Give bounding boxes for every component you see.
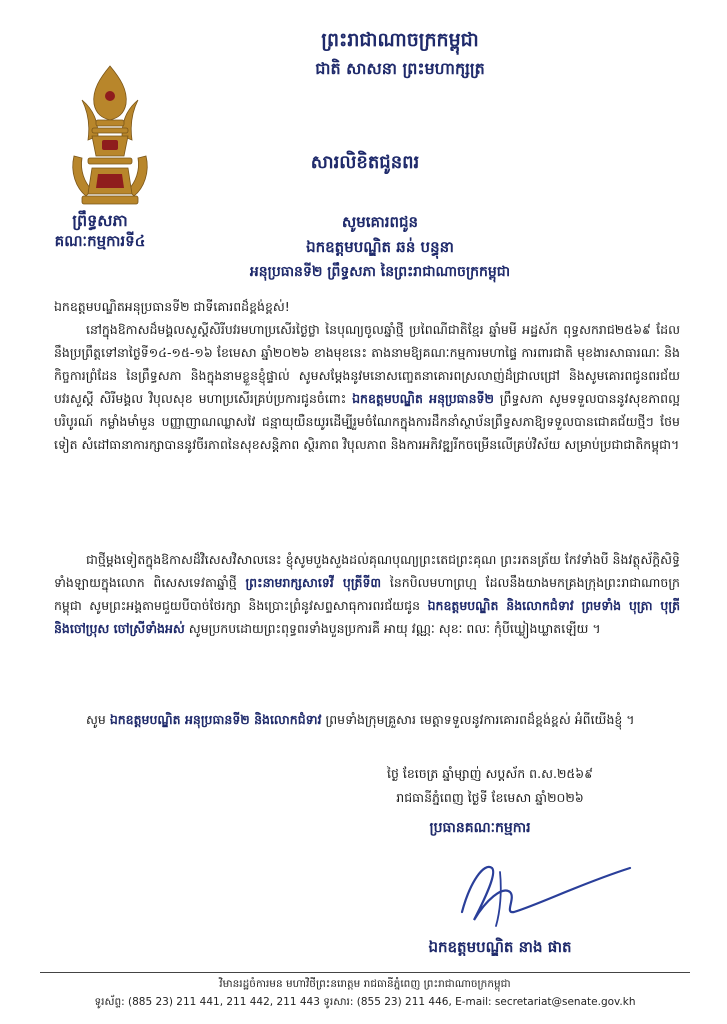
address-line-2: ឯកឧត្តមបណ្ឌិត ឆន់ បន្ធុនា: [306, 238, 454, 256]
footer-contact: ទូរស័ព្ទ: (885 23) 211 441, 211 442, 211 443 ទូរសារ: (855 23) 211 446, E-mail: secretariat@senate.gov.kh: [94, 996, 636, 1008]
footer-divider: [40, 972, 690, 973]
paragraph-1-text: នៅក្នុងឱកាសដ៏មង្គលសួស្តីសិរីបវរមហាប្រសើរថ្ងៃថ្លា នៃបុណ្យចូលឆ្នាំថ្មី ប្រពៃណីជាតិខ្មែរ ឆ្នាំមមី អដ្ឋស័ក ពុទ្ធសករាជ២៥៦៩ ដែលនឹងប្រព្រឹត្តទៅនាថ្ងៃទី១៤-១៥-១៦ ខែមេសា ឆ្នាំ២០២៦ ខាងមុខនេះ តាងនាមឱ្យគណៈកម្មការមហាផ្ទៃ ការពារជាតិ មុខងារសាធារណៈ និងកិច្ចការព្រំដែន នៃព្រឹទ្ធសភា និងក្នុងនាមខ្លួនខ្ញុំផ្ទាល់ សូមសម្តែងនូវមនោសញ្ចេតនាគោរពស្រលាញ់ដ៏ជ្រាលជ្រៅ និងសូមគោរពជូនពរជ័យ បវរសួស្តី សិរីមង្គល វិបុលសុខ មហាប្រសើរគ្រប់ប្រការជូនចំពោះ: [54, 322, 680, 406]
gregorian-date: រាជធានីភ្នំពេញ ថ្ងៃទី ខែមេសា ឆ្នាំ២០២៦: [396, 790, 584, 805]
lunar-date: ថ្ងៃ ខែចេត្រ ឆ្នាំម្សាញ់ សប្តស័ក ព.ស.២៥៦៩: [387, 766, 593, 781]
paragraph-3: [54, 708, 680, 731]
paragraph-3-tail: ព្រមទាំងក្រុមគ្រួសារ មេត្តាទទួលនូវការគោរពដ៏ខ្ពង់ខ្ពស់ អំពីយើងខ្ញុំ ។: [321, 712, 635, 727]
paragraph-2-tail: សូមប្រកបដោយព្រះពុទ្ធពរទាំងបួនប្រការគឺ អាយុ វណ្ណៈ សុខៈ ពលៈ កុំបីឃ្លៀងឃ្លាតឡើយ ។: [184, 621, 601, 636]
organization-department: គណៈកម្មការទី៤: [54, 232, 146, 250]
national-motto: ជាតិ សាសនា ព្រះមហាក្សត្រ: [315, 59, 485, 78]
paragraph-3-prefix: សូម: [86, 712, 110, 727]
signer-name: ឯកឧត្តមបណ្ឌិត នាង ផាត: [428, 938, 572, 956]
document-title: សារលិខិតជូនពរ: [310, 152, 420, 173]
organization-name: ព្រឹទ្ធសភា: [72, 211, 128, 230]
paragraph-1-honoree: ឯកឧត្តមបណ្ឌិត អនុប្រធានទី២: [352, 391, 494, 406]
senate-emblem-icon: [62, 60, 158, 210]
paragraph-2-mid: នៃកបិលមហាព្រហ្ម ដែលនឹងយាងមកគ្រងក្រុងព្រះរាជាណាចក្រកម្ពុជា សូមព្រះអង្គតាមជួយបីបាច់ថែរក្សា និងប្រោះព្រំនូវសព្ទសាធុការពរជ័យជូន: [54, 575, 680, 613]
paragraph-2: [54, 548, 680, 640]
paragraph-2-text: ជាថ្មីម្តងទៀតក្នុងឱកាសដ៏វិសេសវិសាលនេះ ខ្ញុំសូមបួងសួងដល់គុណបុណ្យព្រះតេជព្រះគុណ ព្រះរតនត្រ័យ កែវទាំងបី និងវត្ថុស័ក្តិសិទ្ធិទាំងឡាយក្នុងលោក ពិសេសទេវតាឆ្នាំថ្មី: [54, 552, 680, 590]
paragraph-2-deity: ព្រះនាមរាក្សសាទេវី បុត្រីទី៣: [245, 575, 382, 590]
address-line-3: អនុប្រធានទី២ ព្រឹទ្ធសភា នៃព្រះរាជាណាចក្រកម្ពុជា: [249, 264, 511, 280]
handwritten-signature: [440, 842, 640, 932]
footer-address: វិមានរដ្ឋចំការមន មហាវិថីព្រះនរោត្តម រាជធានីភ្នំពេញ ព្រះរាជាណាចក្រកម្ពុជា: [219, 978, 511, 990]
paragraph-1-tail: ព្រឹទ្ធសភា សូមទទួលបាននូវសុខភាពល្អបរិបូរណ៍ កម្លាំងមាំមួន បញ្ញាញាណឈ្លាសវៃ ជន្មាយុយឺនយូរដើម្បីរួមចំណែកក្នុងការដឹកនាំស្ថាប័នព្រឹទ្ធសភាឱ្យទទួលបានជោគជ័យថ្មីៗ ថែមទៀត សំដៅធានាការក្សាបាននូវចីរភាពនៃសុខសន្តិភាព ស្ថិរភាព វិបុលភាព និងការអភិវឌ្ឍរីកចម្រើនលើគ្រប់វិស័យ សម្រាប់ប្រជាជាតិកម្ពុជា។: [54, 391, 680, 452]
salutation: ឯកឧត្តមបណ្ឌិតអនុប្រធានទី២ ជាទីគោរពដ៏ខ្ពង់ខ្ពស់!: [54, 299, 290, 314]
signer-title: ប្រធានគណៈកម្មការ: [429, 820, 531, 836]
kingdom-heading: ព្រះរាជាណាចក្រកម្ពុជា: [321, 29, 479, 51]
address-line-1: សូមគោរពជូន: [341, 213, 419, 231]
paragraph-3-honoree: ឯកឧត្តមបណ្ឌិត អនុប្រធានទី២ និងលោកជំទាវ: [109, 712, 322, 727]
paragraph-2-honoree: ឯកឧត្តមបណ្ឌិត និងលោកជំទាវ ព្រមទាំង បុត្រា បុត្រី និងចៅប្រុស ចៅស្រីទាំងអស់: [54, 598, 680, 636]
paragraph-1: [54, 318, 680, 456]
